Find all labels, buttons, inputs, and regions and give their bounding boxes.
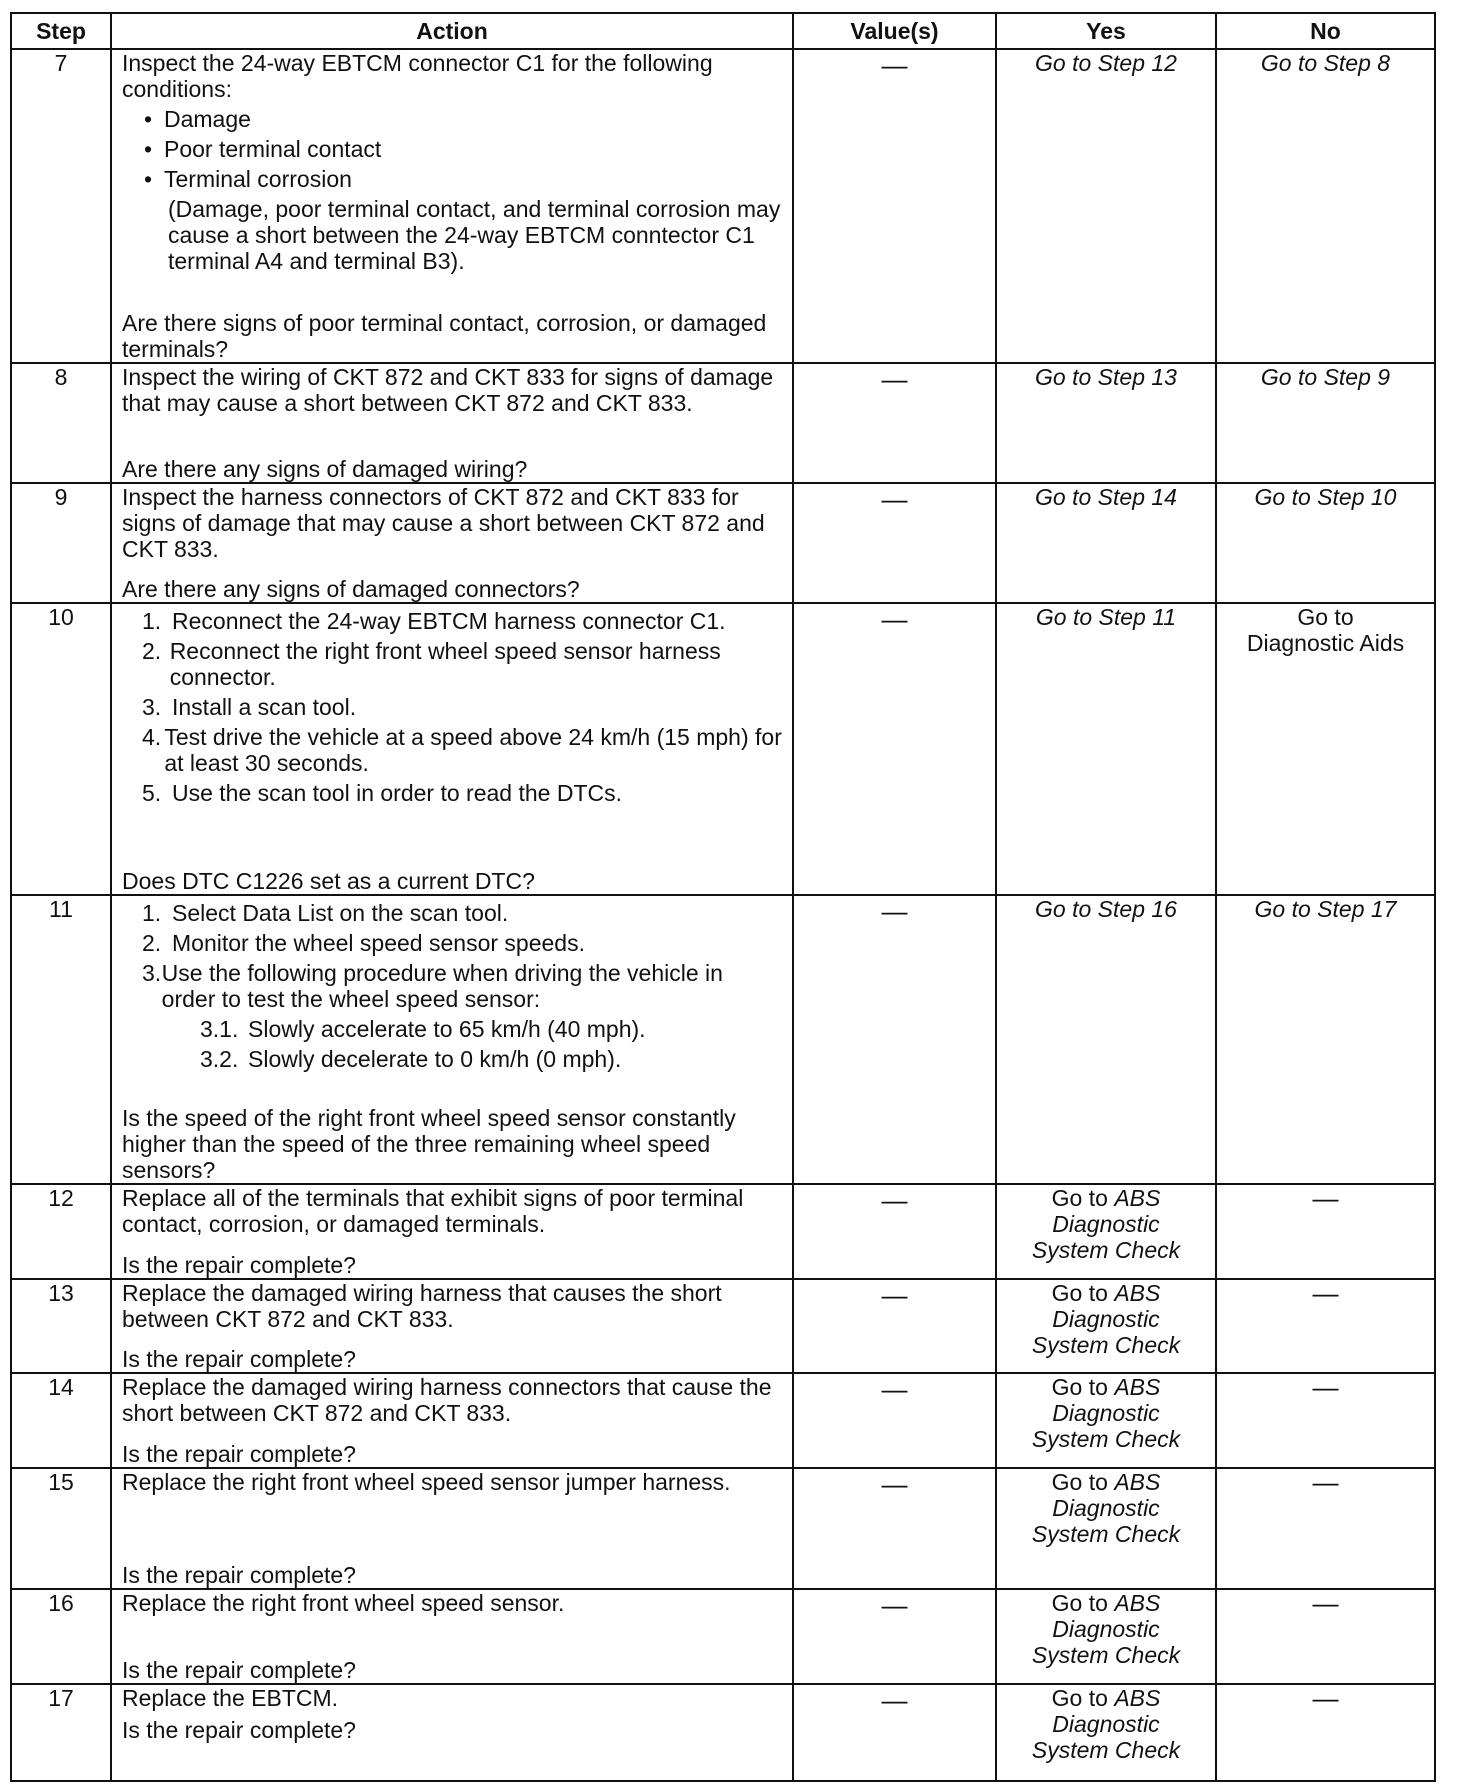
list-item: 1. Select Data List on the scan tool. [142,899,509,926]
action-question: Is the repair complete? [122,1441,356,1468]
value-cell: — [793,49,996,363]
yes-cell: Go to ABS Diagnostic System Check [996,1684,1216,1781]
bullet-icon: • [144,166,153,192]
yes-cell: Go to Step 14 [996,483,1216,604]
action-question: Is the repair complete? [122,1656,356,1683]
action-text: Replace the damaged wiring harness that causes the short between CKT 872 and CKT 833. [122,1279,722,1332]
header-no: No [1216,13,1435,49]
yes-cell: Go to ABS Diagnostic System Check [996,1468,1216,1589]
table-row [11,1589,1435,1684]
yes-cell: Go to Step 16 [996,895,1216,1184]
action-text: Replace the damaged wiring harness connectors that cause the short between CKT 872 and CKT 833. [122,1374,772,1427]
list-item: 2. Reconnect the right front wheel speed sensor harness connector. [142,638,721,691]
list-item: • Terminal corrosion [144,166,352,192]
action-question: Are there any signs of damaged connectors? [122,576,580,603]
header-row [11,13,1435,49]
table-row [11,603,1435,894]
action-text: Replace all of the terminals that exhibit signs of poor terminal contact, corrosion, or damaged terminals. [122,1184,744,1237]
yes-cell: Go to ABS Diagnostic System Check [996,1589,1216,1684]
yes-cell: Go to ABS Diagnostic System Check [996,1184,1216,1279]
value-cell: — [793,603,996,894]
action-cell [111,895,793,1184]
yes-cell: Go to ABS Diagnostic System Check [996,1373,1216,1468]
action-question: Are there any signs of damaged wiring? [122,455,528,482]
value-cell: — [793,363,996,483]
table-row [11,1468,1435,1589]
action-note: (Damage, poor terminal contact, and terminal corrosion may cause a short between the 24-way EBTCM conntector C1 terminal A4 and terminal B3). [168,196,781,274]
yes-cell: Go to Step 11 [996,603,1216,894]
action-cell [111,1468,793,1589]
value-cell: — [793,1279,996,1374]
yes-cell: Go to Step 13 [996,363,1216,483]
yes-cell: Go to Step 12 [996,49,1216,363]
list-item: 3. Use the following procedure when driving the vehicle in order to test the wheel speed sensor: [142,959,723,1012]
action-question: Is the repair complete? [122,1561,356,1588]
table-row [11,1373,1435,1468]
value-cell: — [793,895,996,1184]
list-item: • Damage [144,106,251,132]
list-item: 2. Monitor the wheel speed sensor speeds. [142,929,585,956]
list-item: 4. Test drive the vehicle at a speed above 24 km/h (15 mph) for at least 30 seconds. [142,724,782,777]
header-step: Step [11,13,111,49]
action-text: Replace the EBTCM. [122,1684,339,1711]
value-cell: — [793,1589,996,1684]
action-question: Is the speed of the right front wheel speed sensor constantly higher than the speed of the three remaining wheel speed sensors? [122,1104,736,1183]
action-cell [111,603,793,894]
action-cell [111,1589,793,1684]
action-question: Is the repair complete? [122,1346,356,1373]
step-number: 17 [11,1684,111,1781]
value-cell: — [793,1684,996,1781]
step-number: 9 [11,483,111,604]
table-row [11,483,1435,604]
table-row [11,1184,1435,1279]
value-cell: — [793,1468,996,1589]
no-cell: — [1216,1184,1435,1279]
step-number: 11 [11,895,111,1184]
step-number: 15 [11,1468,111,1589]
action-cell [111,363,793,483]
diagnostic-table [10,12,1436,1782]
step-number: 8 [11,363,111,483]
step-number: 12 [11,1184,111,1279]
list-item: 3.2. Slowly decelerate to 0 km/h (0 mph). [200,1045,622,1072]
action-question: Are there signs of poor terminal contact, corrosion, or damaged terminals? [122,309,767,362]
table-row [11,49,1435,363]
no-cell: Go to Diagnostic Aids [1216,603,1435,894]
bullet-icon: • [144,136,153,162]
action-question: Is the repair complete? [122,1251,356,1278]
action-text: Inspect the harness connectors of CKT 872 and CKT 833 for signs of damage that may cause a short between CKT 872 and CKT 833. [122,483,765,562]
step-number: 14 [11,1373,111,1468]
no-cell: — [1216,1589,1435,1684]
value-cell: — [793,483,996,604]
action-cell [111,1184,793,1279]
list-item: 3.1. Slowly accelerate to 65 km/h (40 mph). [200,1015,646,1042]
no-cell: — [1216,1373,1435,1468]
no-cell: Go to Step 9 [1216,363,1435,483]
no-cell: — [1216,1279,1435,1374]
action-cell [111,1373,793,1468]
list-item: 3. Install a scan tool. [142,694,357,721]
no-cell: Go to Step 8 [1216,49,1435,363]
no-cell: — [1216,1468,1435,1589]
action-question: Is the repair complete? [122,1716,356,1743]
header-action: Action [111,13,793,49]
no-cell: Go to Step 10 [1216,483,1435,604]
action-text: Inspect the 24-way EBTCM connector C1 for the following conditions: [122,50,713,102]
action-question: Does DTC C1226 set as a current DTC? [122,867,535,894]
step-number: 7 [11,49,111,363]
yes-cell: Go to ABS Diagnostic System Check [996,1279,1216,1374]
bullet-icon: • [144,106,153,132]
value-cell: — [793,1184,996,1279]
step-number: 16 [11,1589,111,1684]
list-item: 5. Use the scan tool in order to read the DTCs. [142,780,622,807]
action-cell [111,49,793,363]
header-yes: Yes [996,13,1216,49]
table-row [11,1684,1435,1781]
action-text: Inspect the wiring of CKT 872 and CKT 833 for signs of damage that may cause a short between CKT 872 and CKT 833. [122,363,774,416]
step-number: 10 [11,603,111,894]
table-row [11,1279,1435,1374]
step-number: 13 [11,1279,111,1374]
action-cell [111,1684,793,1781]
table-row [11,363,1435,483]
list-item: • Poor terminal contact [144,136,382,162]
action-cell [111,1279,793,1374]
list-item: 1. Reconnect the 24-way EBTCM harness connector C1. [142,608,726,635]
value-cell: — [793,1373,996,1468]
action-text: Replace the right front wheel speed sensor jumper harness. [122,1469,731,1496]
no-cell: — [1216,1684,1435,1781]
no-cell: Go to Step 17 [1216,895,1435,1184]
table-row [11,895,1435,1184]
action-text: Replace the right front wheel speed sensor. [122,1589,565,1616]
header-values: Value(s) [793,13,996,49]
action-cell [111,483,793,604]
